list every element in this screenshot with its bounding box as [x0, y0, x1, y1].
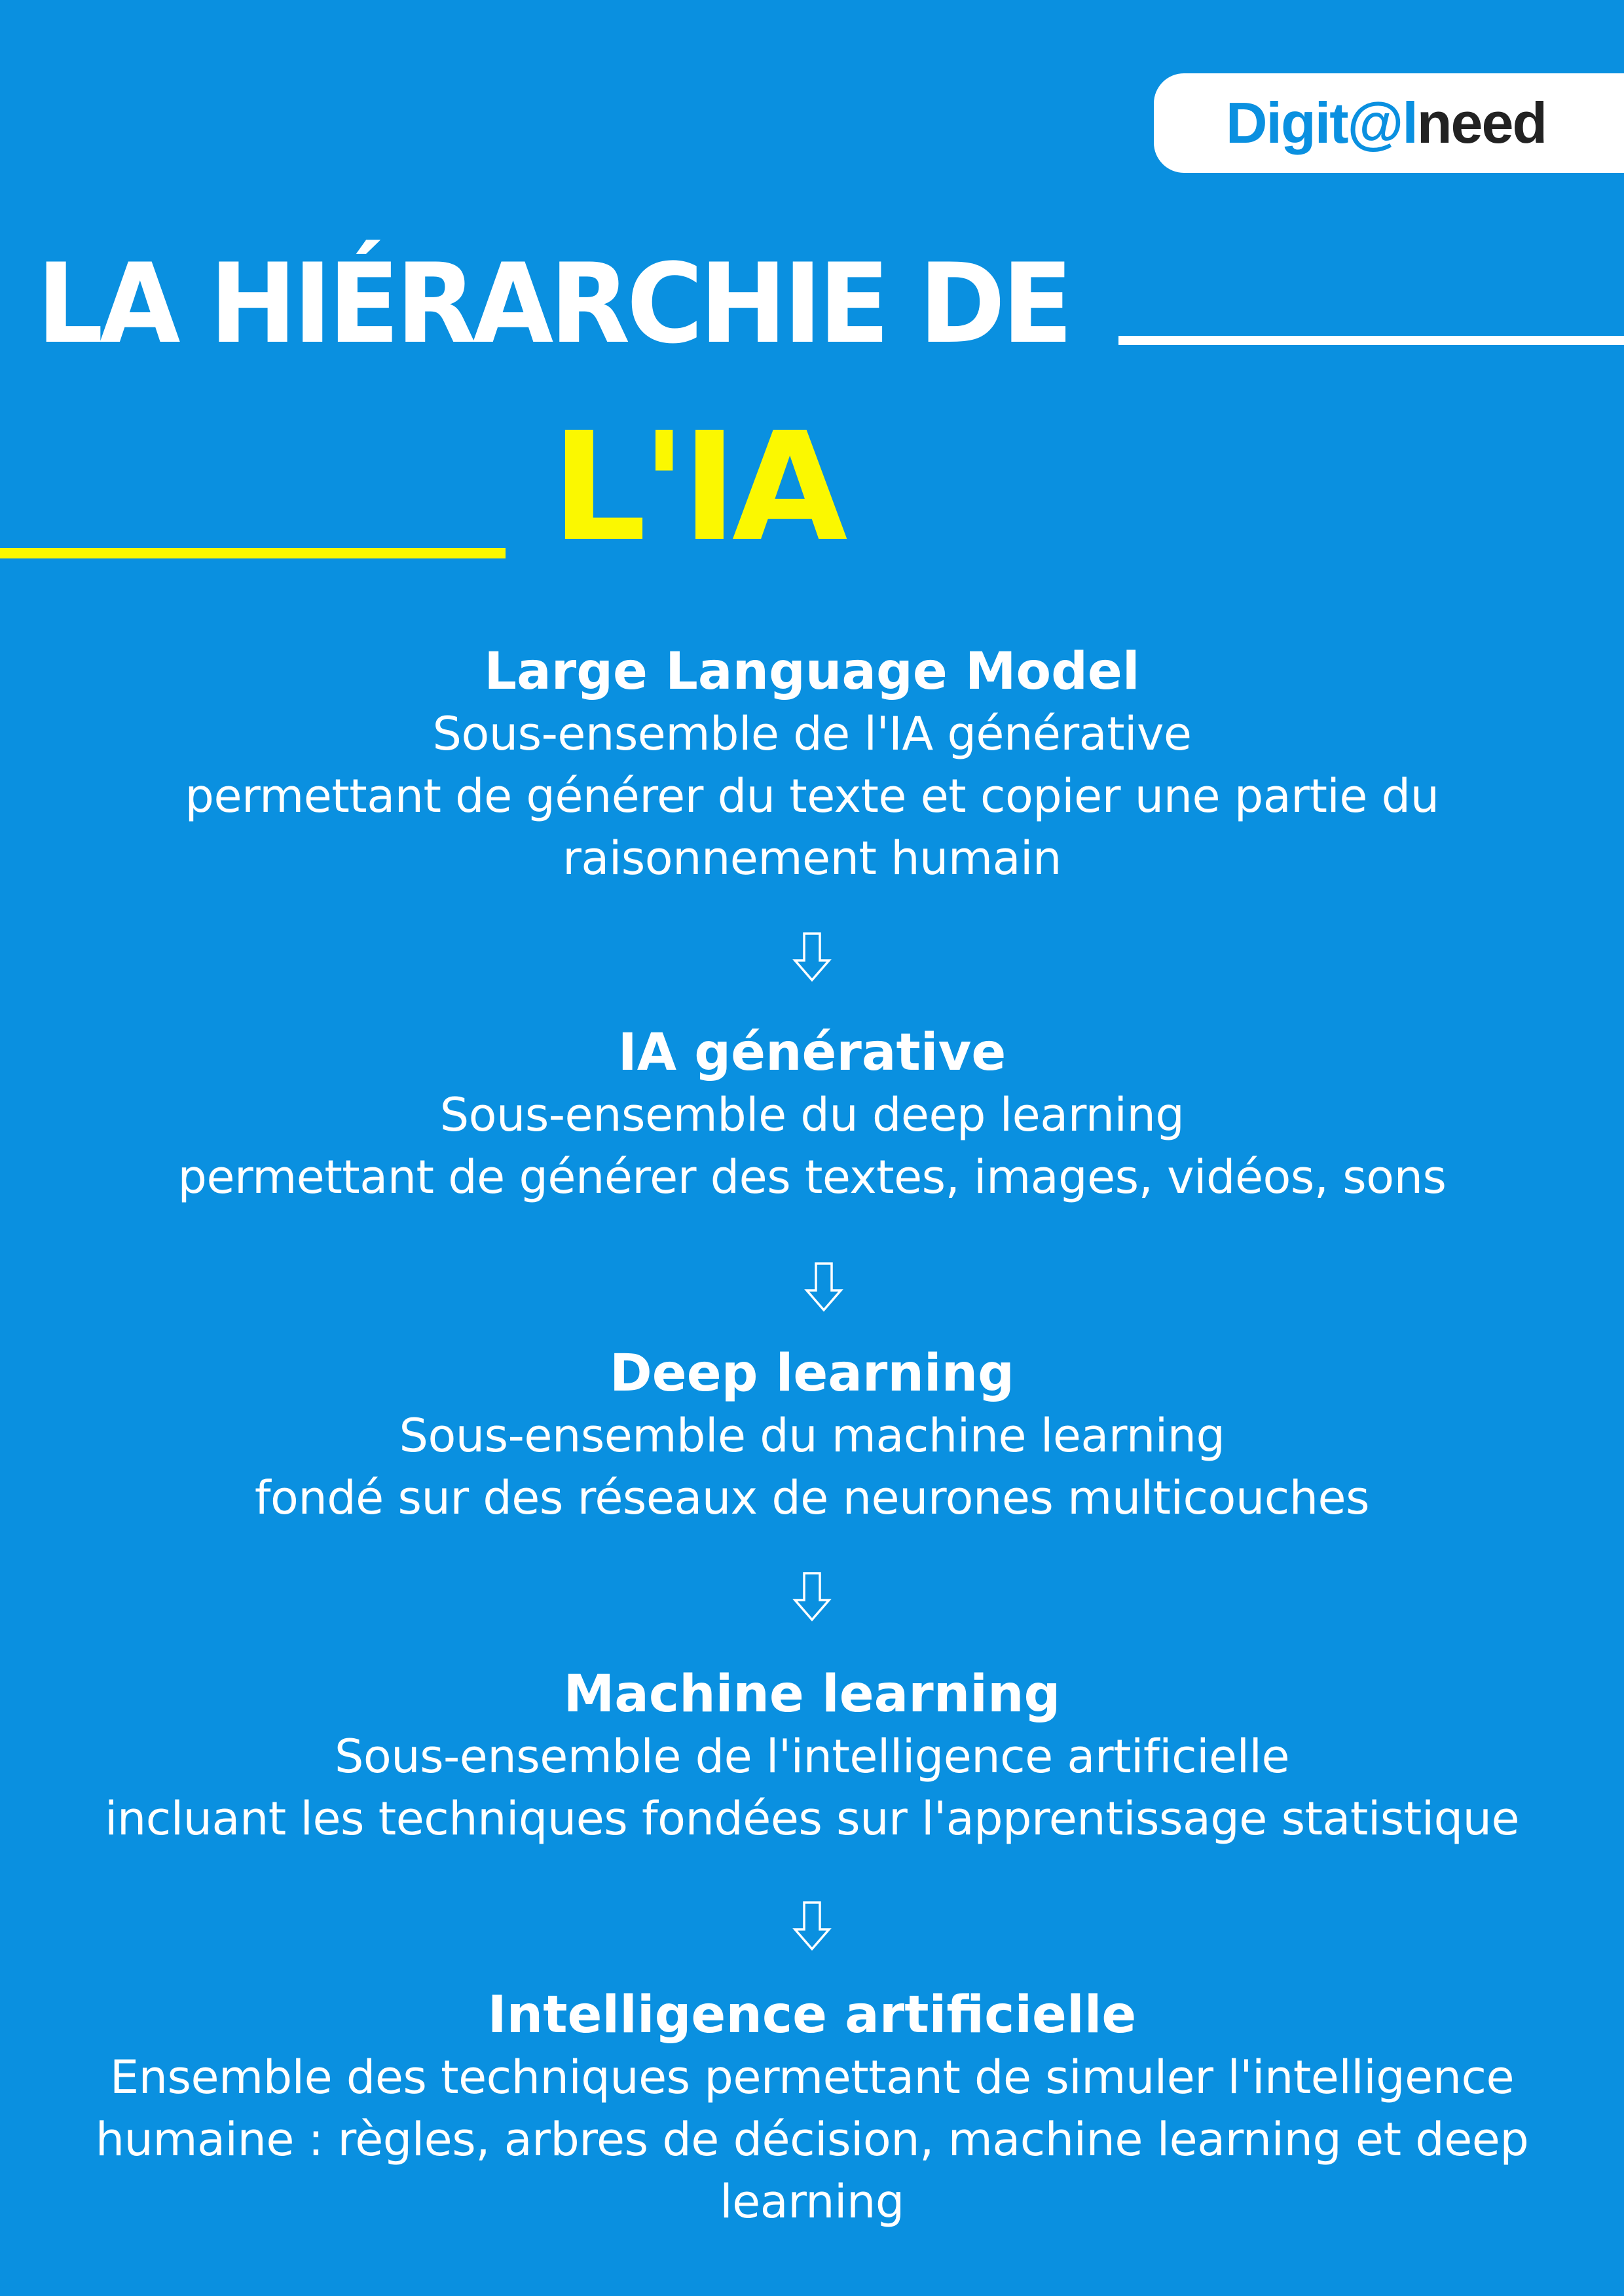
level-title: Deep learning	[610, 1344, 1014, 1403]
logo-text	[1226, 90, 1547, 155]
level-deep-learning	[0, 1342, 1624, 1529]
level-description-line: incluant les techniques fondées sur l'apprentissage statistique	[104, 1792, 1520, 1846]
level-description	[0, 2047, 1624, 2233]
level-description-line: permettant de générer du texte et copier une partie du	[185, 769, 1439, 823]
arrow-down-icon	[792, 1901, 832, 1952]
title-divider-white	[1118, 336, 1624, 345]
level-title: IA générative	[618, 1023, 1006, 1082]
level-title: Intelligence artificielle	[487, 1986, 1137, 2045]
level-llm	[0, 640, 1624, 890]
page-title-line1: LA HIÉRARCHIE DE	[37, 240, 1070, 368]
level-description-line: learning	[720, 2175, 904, 2229]
level-description-line: Ensemble des techniques permettant de simuler l'intelligence	[109, 2050, 1515, 2104]
level-description-line: fondé sur des réseaux de neurones multicouches	[254, 1471, 1370, 1525]
level-artificial-intelligence	[0, 1984, 1624, 2233]
arrow-down-icon	[792, 932, 832, 983]
logo-suffix: need	[1416, 90, 1547, 155]
level-description-line: Sous-ensemble de l'IA générative	[432, 707, 1192, 761]
level-machine-learning	[0, 1663, 1624, 1850]
level-description-line: permettant de générer des textes, images, vidéos, sons	[177, 1150, 1447, 1204]
level-description-line: Sous-ensemble de l'intelligence artificielle	[334, 1730, 1290, 1783]
level-description-line: Sous-ensemble du machine learning	[399, 1409, 1225, 1463]
arrow-down-icon	[804, 1262, 843, 1313]
arrow-down-icon	[792, 1571, 832, 1622]
level-generative-ai	[0, 1021, 1624, 1209]
level-description-line: Sous-ensemble du deep learning	[439, 1088, 1185, 1142]
level-description	[0, 1405, 1624, 1529]
level-title: Large Language Model	[484, 642, 1140, 701]
page-title-line2: L'IA	[551, 400, 843, 574]
logo-prefix: Digit@l	[1226, 90, 1417, 155]
level-description	[0, 1726, 1624, 1850]
level-description	[0, 703, 1624, 890]
title-divider-yellow	[0, 548, 506, 558]
level-description	[0, 1084, 1624, 1209]
level-title: Machine learning	[563, 1665, 1061, 1724]
brand-logo	[1154, 73, 1624, 173]
level-description-line: humaine : règles, arbres de décision, machine learning et deep	[95, 2113, 1529, 2166]
level-description-line: raisonnement humain	[563, 831, 1061, 885]
